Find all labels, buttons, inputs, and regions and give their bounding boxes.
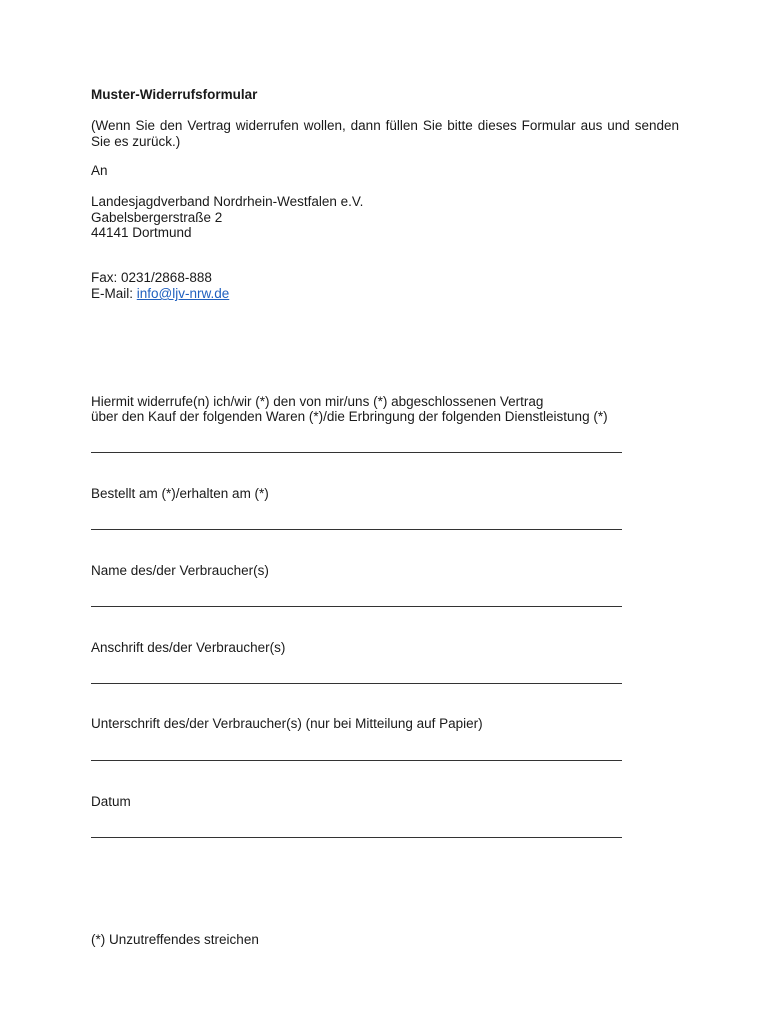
goods-input-line[interactable]: [91, 452, 622, 453]
email-label: E-Mail:: [91, 286, 137, 301]
recipient-name: Landesjagdverband Nordrhein-Westfalen e.V.: [91, 194, 364, 209]
form-title: Muster-Widerrufsformular: [91, 87, 258, 102]
declaration-line-2: über den Kauf der folgenden Waren (*)/die Erbringung der folgenden Dienstleistung (*): [91, 409, 608, 424]
footnote: (*) Unzutreffendes streichen: [91, 932, 259, 947]
consumer-address-input-line[interactable]: [91, 683, 622, 684]
recipient-city: 44141 Dortmund: [91, 225, 192, 240]
signature-label: Unterschrift des/der Verbraucher(s) (nur bei Mitteilung auf Papier): [91, 716, 483, 731]
date-input-line[interactable]: [91, 837, 622, 838]
consumer-name-input-line[interactable]: [91, 606, 622, 607]
consumer-address-label: Anschrift des/der Verbraucher(s): [91, 640, 286, 655]
consumer-name-label: Name des/der Verbraucher(s): [91, 563, 269, 578]
order-date-label: Bestellt am (*)/erhalten am (*): [91, 486, 269, 501]
recipient-street: Gabelsbergerstraße 2: [91, 210, 223, 225]
email-line: [91, 286, 229, 302]
email-link[interactable]: info@ljv-nrw.de: [136, 286, 230, 301]
signature-input-line[interactable]: [91, 760, 622, 761]
fax-number: Fax: 0231/2868-888: [91, 270, 212, 285]
order-date-input-line[interactable]: [91, 529, 622, 530]
recipient-label: An: [91, 163, 108, 178]
declaration-line-1: Hiermit widerrufe(n) ich/wir (*) den von mir/uns (*) abgeschlossenen Vertrag: [91, 394, 544, 409]
form-intro: (Wenn Sie den Vertrag widerrufen wollen, dann füllen Sie bitte dieses Formular aus und senden Sie es zurück.): [91, 118, 679, 149]
date-label: Datum: [91, 794, 131, 809]
